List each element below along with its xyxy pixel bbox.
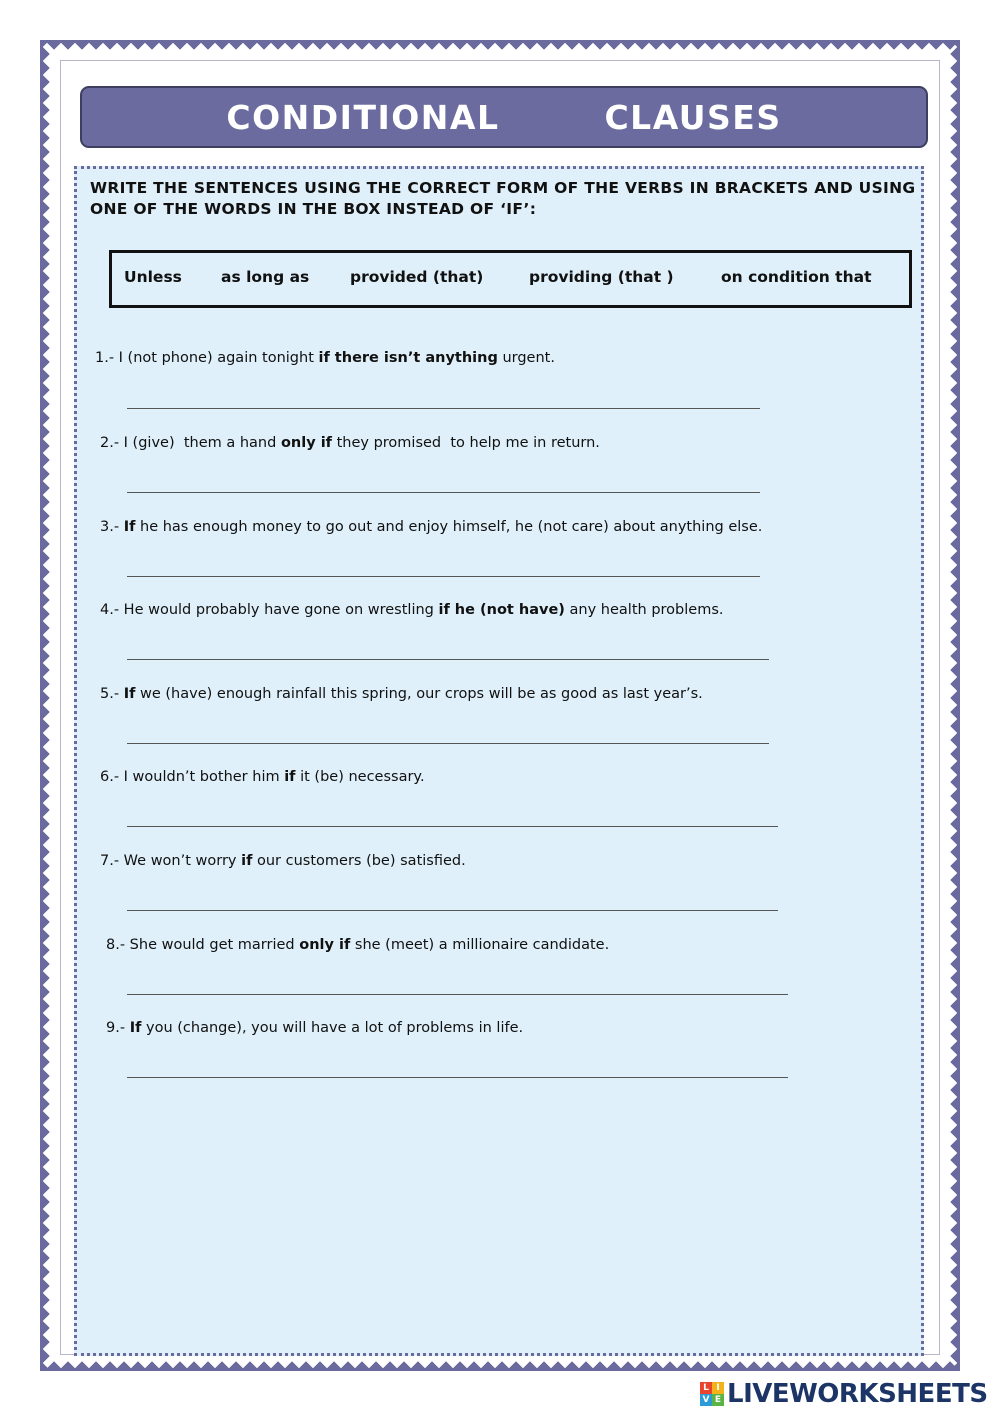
question-2: 2.- I (give) them a hand only if they promised to help me in return.: [100, 435, 600, 451]
worksheet-panel: [74, 166, 924, 1356]
logo-icon-letter: E: [712, 1394, 724, 1406]
question-8: 8.- She would get married only if she (meet) a millionaire candidate.: [106, 937, 610, 953]
question-5: 5.- If we (have) enough rainfall this spring, our crops will be as good as last year’s.: [100, 686, 703, 702]
answer-line-5[interactable]: [127, 743, 769, 744]
answer-line-7[interactable]: [127, 910, 778, 911]
page-title: CONDITIONAL CLAUSES: [226, 97, 782, 137]
zigzag-border-right: [946, 40, 960, 1371]
question-1: 1.- I (not phone) again tonight if there isn’t anything urgent.: [95, 350, 555, 366]
liveworksheets-logo-icon: [700, 1382, 724, 1406]
word-box-item: provided (that): [350, 268, 484, 286]
zigzag-border-left: [40, 40, 54, 1371]
word-box-item: as long as: [221, 268, 310, 286]
word-box-item: providing (that ): [529, 268, 674, 286]
zigzag-border-bottom: [40, 1357, 960, 1371]
logo-icon-letter: I: [712, 1382, 724, 1394]
logo-icon-letter: L: [700, 1382, 712, 1394]
instructions: WRITE THE SENTENCES USING THE CORRECT FORM OF THE VERBS IN BRACKETS AND USING ONE OF THE WORDS IN THE BOX INSTEAD OF ‘IF’:: [90, 179, 916, 218]
question-3: 3.- If he has enough money to go out and enjoy himself, he (not care) about anything else.: [100, 519, 763, 535]
answer-line-9[interactable]: [127, 1077, 788, 1078]
title-banner: [80, 86, 928, 148]
answer-line-6[interactable]: [127, 826, 778, 827]
question-9: 9.- If you (change), you will have a lot of problems in life.: [106, 1020, 524, 1036]
answer-line-2[interactable]: [127, 492, 760, 493]
question-6: 6.- I wouldn’t bother him if it (be) necessary.: [100, 769, 425, 785]
liveworksheets-logo: [700, 1378, 995, 1410]
zigzag-border-top: [40, 40, 960, 54]
logo-icon-letter: V: [700, 1394, 712, 1406]
word-box-item: on condition that: [721, 268, 872, 286]
answer-line-1[interactable]: [127, 408, 760, 409]
answer-line-4[interactable]: [127, 659, 769, 660]
question-7: 7.- We won’t worry if our customers (be) satisfied.: [100, 853, 466, 869]
answer-line-8[interactable]: [127, 994, 788, 995]
liveworksheets-logo-text: LIVEWORKSHEETS: [727, 1379, 988, 1409]
question-4: 4.- He would probably have gone on wrestling if he (not have) any health problems.: [100, 602, 724, 618]
word-box-item: Unless: [124, 268, 182, 286]
answer-line-3[interactable]: [127, 576, 760, 577]
